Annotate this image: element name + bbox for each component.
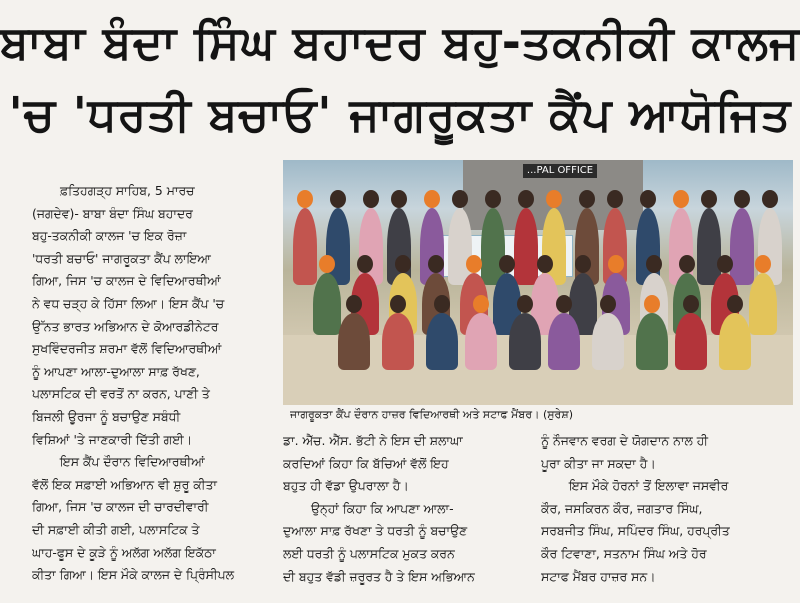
photo-person-head (346, 295, 362, 313)
photo-person (592, 313, 624, 370)
article-line: ਪਲਾਸਟਿਕ ਦੀ ਵਰਤੋਂ ਨਾ ਕਰਨ, ਪਾਣੀ ਤੇ (32, 386, 210, 402)
photo-person (675, 313, 707, 370)
article-line: ਸਰਬਜੀਤ ਸਿੰਘ, ਸਪਿੰਦਰ ਸਿੰਘ, ਹਰਪ੍ਰੀਤ (541, 523, 730, 539)
photo-person-head (499, 255, 515, 273)
article-line: (ਜਗਦੇਵ)- ਬਾਬਾ ਬੰਦਾ ਸਿੰਘ ਬਹਾਦਰ (32, 205, 193, 221)
article-line: ਫ਼ਤਿਹਗੜ੍ਹ ਸਾਹਿਬ, 5 ਮਾਰਚ (60, 183, 195, 198)
photo-person-head (330, 190, 346, 208)
photo-person-head (466, 255, 482, 273)
photo-person-head (640, 190, 656, 208)
article-line: ਉੱਨਤ ਭਾਰਤ ਅਭਿਆਨ ਦੇ ਕੋਆਰਡੀਨੇਟਰ (32, 318, 219, 334)
article-line: ਕਰਦਿਆਂ ਕਿਹਾ ਕਿ ਬੱਚਿਆਂ ਵੱਲੋਂ ਇਹ (283, 455, 449, 471)
article-line: ਲਈ ਧਰਤੀ ਨੂੰ ਪਲਾਸਟਿਕ ਮੁਕਤ ਕਰਨ (283, 545, 455, 561)
photo-person-head (579, 190, 595, 208)
photo-person-head (575, 255, 591, 273)
photo-person-head (485, 190, 501, 208)
photo-person-head (363, 190, 379, 208)
photo-person (697, 208, 721, 285)
photo-person (481, 208, 505, 285)
photo-person-head (762, 190, 778, 208)
article-line: ਇਸ ਮੌਕੇ ਹੋਰਨਾਂ ਤੋਂ ਇਲਾਵਾ ਜਸਵੀਰ (569, 478, 729, 494)
photo-person-head (646, 255, 662, 273)
photo-person (465, 313, 497, 370)
headline-line-1: ਬਾਬਾ ਬੰਦਾ ਸਿੰਘ ਬਹਾਦਰ ਬਹੁ-ਤਕਨੀਕੀ ਕਾਲਜ (0, 15, 800, 69)
photo-person-head (701, 190, 717, 208)
photo-person (509, 313, 541, 370)
article-line: ਬਿਜਲੀ ਊਰਜਾ ਨੂੰ ਬਚਾਉਣ ਸਬੰਧੀ (32, 408, 181, 424)
photo-person-head (717, 255, 733, 273)
article-column-2 (283, 430, 531, 588)
article-line: ਕੀਤਾ ਗਿਆ। ਇਸ ਮੌਕੇ ਕਾਲਜ ਦੇ ਪ੍ਰਿੰਸੀਪਲ (32, 567, 235, 583)
article-line: ਨੇ ਵਧ ਚੜ੍ਹ ਕੇ ਹਿੱਸਾ ਲਿਆ। ਇਸ ਕੈਂਪ 'ਚ (32, 295, 225, 311)
photo-person-head (357, 255, 373, 273)
photo-person-head (424, 190, 440, 208)
article-column-1 (32, 180, 276, 587)
article-line: ਕੌਰ ਟਿਵਾਣਾ, ਸਤਨਾਮ ਸਿੰਘ ਅਤੇ ਹੋਰ (541, 545, 707, 561)
photo-person-head (608, 255, 624, 273)
photo-person (426, 313, 458, 370)
photo-person (448, 208, 472, 285)
article-line: ਕੌਰ, ਜਸਕਿਰਨ ਕੌਰ, ਜਗਤਾਰ ਸਿੰਘ, (541, 500, 703, 516)
photo-person-head (683, 295, 699, 313)
article-line: ਗਿਆ, ਜਿਸ 'ਚ ਕਾਲਜ ਦੀ ਚਾਰਦੀਵਾਰੀ (32, 499, 209, 515)
article-line: ਸੁਖਵਿੰਦਰਜੀਤ ਸ਼ਰਮਾ ਵੱਲੋਂ ਵਿਦਿਆਰਥੀਆਂ (32, 341, 222, 357)
photo-person-head (644, 295, 660, 313)
photo-person (636, 313, 668, 370)
photo-person-head (679, 255, 695, 273)
photo-person-head (395, 255, 411, 273)
photo-person (293, 208, 317, 285)
photo-person-head (434, 295, 450, 313)
article-line: ਗਿਆ, ਜਿਸ 'ਚ ਕਾਲਜ ਦੇ ਵਿਦਿਆਰਥੀਆਂ (32, 273, 221, 289)
article-line: ਦੀ ਸਫ਼ਾਈ ਕੀਤੀ ਗਈ, ਪਲਾਸਟਿਕ ਤੇ (32, 521, 200, 537)
article-line: ਪੂਰਾ ਕੀਤਾ ਜਾ ਸਕਦਾ ਹੈ। (541, 455, 656, 471)
photo-person-head (517, 295, 533, 313)
photo-office-sign: ...PAL OFFICE (523, 164, 597, 178)
photo-person-head (734, 190, 750, 208)
article-column-3 (541, 430, 791, 588)
article-line: ਬਹੁਤ ਹੀ ਵੱਡਾ ਉਪਰਾਲਾ ਹੈ। (283, 478, 409, 494)
photo-person-head (546, 190, 562, 208)
headline-line-2: 'ਚ 'ਧਰਤੀ ਬਚਾਓ' ਜਾਗਰੂਕਤਾ ਕੈਂਪ ਆਯੋਜਿਤ (8, 87, 792, 141)
photo-person-head (391, 190, 407, 208)
group-photo (283, 160, 793, 405)
article-line: ਉਨ੍ਹਾਂ ਕਿਹਾ ਕਿ ਆਪਣਾ ਆਲਾ- (311, 500, 454, 516)
photo-caption: ਜਾਗਰੂਕਤਾ ਕੈਂਪ ਦੌਰਾਨ ਹਾਜ਼ਰ ਵਿਦਿਆਰਥੀ ਅਤੇ ਸਟਾਫ ਮੈਂਬਰ। (ਸੁਰੇਸ਼) (290, 408, 573, 421)
article-line: 'ਧਰਤੀ ਬਚਾਓ' ਜਾਗਰੂਕਤਾ ਕੈਂਪ ਲਾਇਆ (32, 250, 211, 266)
article-line: ਨੂੰ ਨੌਜਵਾਨ ਵਰਗ ਦੇ ਯੋਗਦਾਨ ਨਾਲ ਹੀ (541, 433, 709, 448)
photo-person-head (556, 295, 572, 313)
photo-person (338, 313, 370, 370)
photo-person (730, 208, 754, 285)
article-line: ਦੁਆਲਾ ਸਾਫ਼ ਰੱਖਣਾ ਤੇ ਧਰਤੀ ਨੂੰ ਬਚਾਉਣ (283, 523, 468, 539)
article-line: ਇਸ ਕੈਂਪ ਦੌਰਾਨ ਵਿਦਿਆਰਥੀਆਂ (60, 454, 205, 470)
article-line: ਵਿਸ਼ਿਆਂ 'ਤੇ ਜਾਣਕਾਰੀ ਦਿੱਤੀ ਗਈ। (32, 431, 193, 447)
photo-person-head (537, 255, 553, 273)
photo-person-head (319, 255, 335, 273)
photo-person-head (518, 190, 534, 208)
photo-person (719, 313, 751, 370)
article-line: ਘਾਹ-ਫੂਸ ਦੇ ਕੂੜੇ ਨੂੰ ਅਲੱਗ ਅਲੱਗ ਇਕੱਠਾ (32, 544, 216, 560)
photo-person-head (390, 295, 406, 313)
article-line: ਵੱਲੋਂ ਇਕ ਸਫ਼ਾਈ ਅਭਿਆਨ ਵੀ ਸ਼ੁਰੂ ਕੀਤਾ (32, 476, 217, 492)
photo-person (382, 313, 414, 370)
photo-person-head (473, 295, 489, 313)
photo-person-head (600, 295, 616, 313)
article-line: ਬਹੁ-ਤਕਨੀਕੀ ਕਾਲਜ 'ਚ ਇਕ ਰੋਜ਼ਾ (32, 228, 187, 244)
article-line: ਨੂੰ ਆਪਣਾ ਆਲਾ-ਦੁਆਲਾ ਸਾਫ਼ ਰੱਖਣ, (32, 363, 200, 379)
photo-person (313, 273, 341, 335)
photo-person (749, 273, 777, 335)
photo-person-head (673, 190, 689, 208)
photo-person (548, 313, 580, 370)
article-line: ਸਟਾਫ ਮੈਂਬਰ ਹਾਜ਼ਰ ਸਨ। (541, 568, 656, 584)
photo-person-head (297, 190, 313, 208)
article-line: ਦੀ ਬਹੁਤ ਵੱਡੀ ਜ਼ਰੂਰਤ ਹੈ ਤੇ ਇਸ ਅਭਿਆਨ (283, 568, 475, 584)
photo-person-head (755, 255, 771, 273)
photo-person-head (452, 190, 468, 208)
photo-person-head (607, 190, 623, 208)
article-line: ਡਾ. ਐੱਚ. ਐੱਸ. ਭੱਟੀ ਨੇ ਇਸ ਦੀ ਸ਼ਲਾਘਾ (283, 433, 463, 448)
photo-person-head (727, 295, 743, 313)
photo-person-head (428, 255, 444, 273)
photo-person (514, 208, 538, 285)
